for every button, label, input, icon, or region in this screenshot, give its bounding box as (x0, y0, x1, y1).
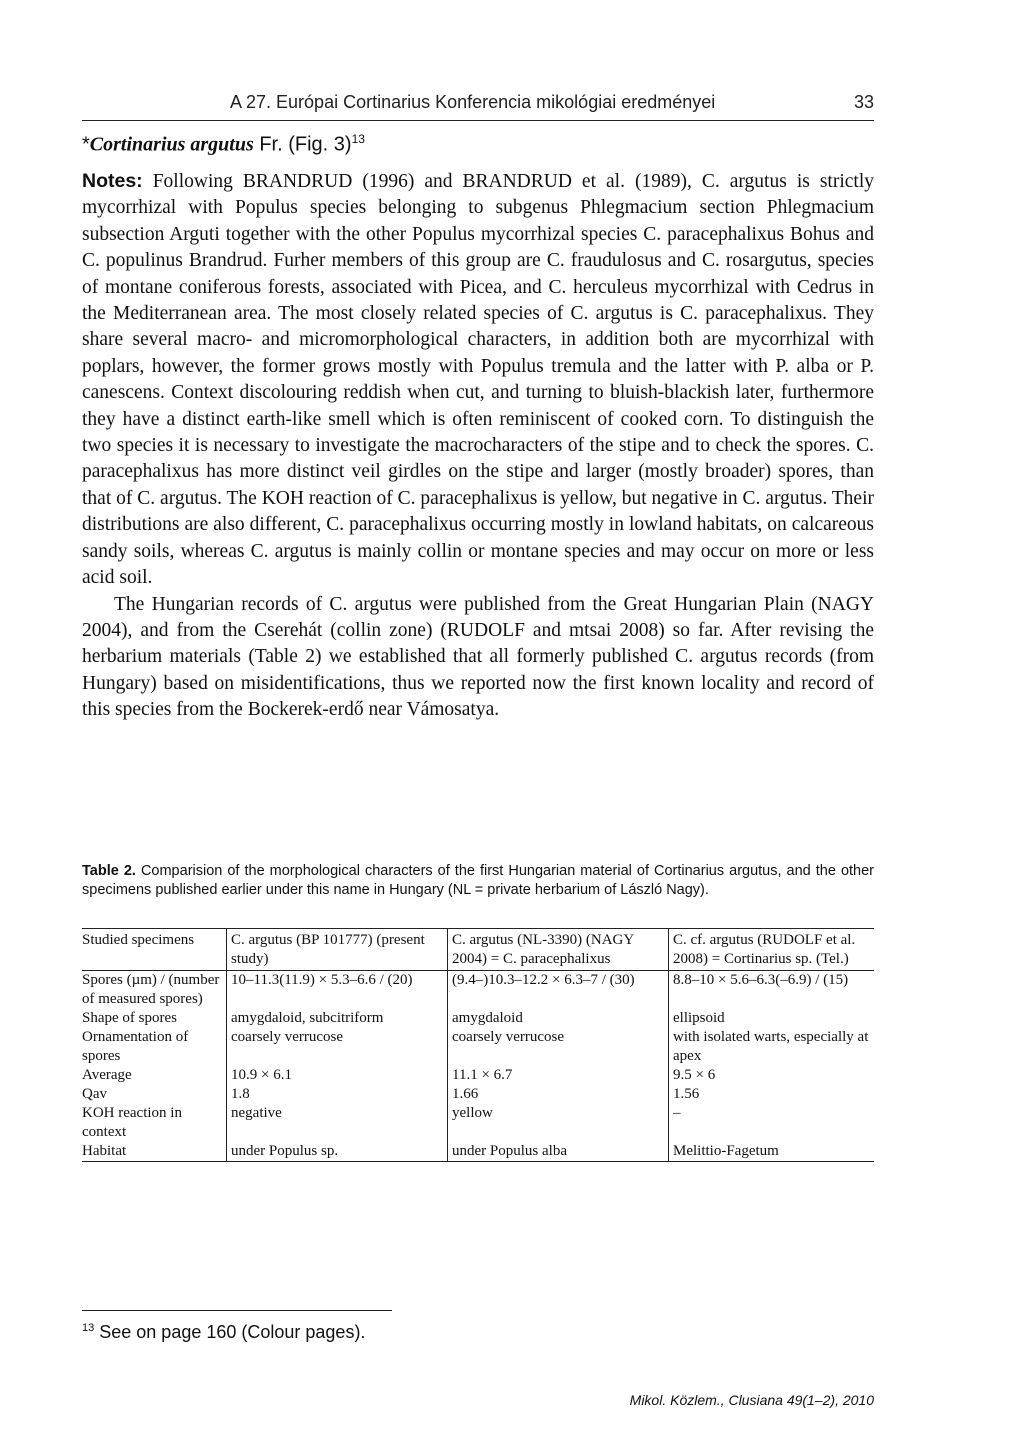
header-cell: Studied specimens (82, 929, 227, 971)
table-cell: Ornamentation of spores (82, 1029, 189, 1064)
species-prefix: * (82, 133, 90, 156)
comparison-table (82, 928, 874, 1162)
table-cell: Habitat (82, 1142, 227, 1162)
table-cell: yellow (448, 1104, 669, 1142)
header-cell: C. cf. argutus (RUDOLF et al. 2008) = Cortinarius sp. (Tel.) (669, 929, 875, 971)
paragraph-2: The Hungarian records of C. argutus were published from the Great Hungarian Plain (NAGY 2004), and from the Cserehát (collin zone) (RUDOLF and mtsai 2008) so far. After revising the herbarium materials (Table 2) we established that all formerly published C. argutus records (from Hungary) based on misidentifications, thus we reported now the first known locality and record of this species from the Bockerek-erdő near Vámosatya. (82, 593, 874, 721)
table-cell: under Populus sp. (227, 1142, 448, 1162)
species-name: Cortinarius argutus (89, 133, 254, 156)
table-cell: amygdaloid (448, 1009, 669, 1028)
footnote (82, 1322, 365, 1343)
table-cell: negative (227, 1104, 448, 1142)
table-cell: Spores (µm) / (number of measured spores) (82, 972, 220, 1007)
table-row (82, 1104, 874, 1142)
table-cell: coarsely verrucose (227, 1028, 448, 1066)
species-author: Fr. (Fig. 3) (253, 133, 352, 156)
body-text (82, 168, 874, 724)
table-cell: 10.9 × 6.1 (227, 1066, 448, 1085)
footnote-rule (82, 1310, 392, 1311)
table-cell: 11.1 × 6.7 (448, 1066, 669, 1085)
footnote-text: See on page 160 (Colour pages). (94, 1322, 366, 1342)
table-cell: 1.56 (669, 1085, 875, 1104)
species-footnote-ref: 13 (351, 132, 365, 146)
table-cell: 9.5 × 6 (669, 1066, 875, 1085)
table-cell: 1.66 (448, 1085, 669, 1104)
table-cell: with isolated warts, especially at apex (669, 1028, 875, 1066)
caption-label: Table 2. (82, 863, 136, 879)
table-cell: 10–11.3(11.9) × 5.3–6.6 / (20) (227, 971, 448, 1010)
running-title: A 27. Európai Cortinarius Konferencia mikológiai eredményei (230, 92, 716, 112)
table-cell: Qav (82, 1086, 107, 1102)
table-row (82, 1142, 874, 1162)
table-cell: Melittio-Fagetum (669, 1142, 875, 1162)
table-row (82, 1066, 874, 1085)
caption-text: Comparision of the morphological characters of the first Hungarian material of Cortinarius argutus, and the other specimens published earlier under this name in Hungary (NL = private herbarium of László Nagy). (82, 863, 875, 898)
table-caption (82, 862, 874, 900)
table-cell: coarsely verrucose (448, 1028, 669, 1066)
header-cell: C. argutus (NL-3390) (NAGY 2004) = C. paracephalixus (448, 929, 669, 971)
paragraph-1: Following BRANDRUD (1996) and BRANDRUD et al. (1989), C. argutus is strictly mycorrhizal with Populus species belonging to subgenus Phlegmacium section Phlegmacium subsection Arguti together with the other Populus mycorrhizal species C. paracephalixus Bohus and C. populinus Brandrud. Furher members of this group are C. fraudulosus and C. rosargutus, species of montane coniferous forests, associated with Picea, and C. herculeus mycorrhizal with Cedrus in the Mediterranean area. The most closely related species of C. argutus is C. paracephalixus. They share several macro- and micromorphological characters, in addition both are mycorrhizal with poplars, however, the former grows mostly with Populus tremula and the latter with P. alba or P. canescens. Context discolouring reddish when cut, and turning to bluish-blackish later, furthermore they have a distinct earth-like smell which is often reminiscent of cooked corn. To distinguish the two species it is necessary to investigate the macrocharacters of the stipe and to check the spores. C. paracephalixus has more distinct veil girdles on the stipe and larger (mostly broader) spores, than that of C. argutus. The KOH reaction of C. paracephalixus is yellow, but negative in C. argutus. Their distributions are also different, C. paracephalixus occurring mostly in lowland habitats, on calcareous sandy soils, whereas C. argutus is mainly collin or montane species and may occur on more or less acid soil. (82, 171, 874, 589)
table-cell: 1.8 (227, 1085, 448, 1104)
table-cell: amygdaloid, subcitriform (227, 1009, 448, 1028)
footnote-number: 13 (82, 1322, 95, 1334)
table-cell: – (669, 1104, 875, 1142)
table-cell: KOH reaction in context (82, 1105, 182, 1140)
page-header (82, 90, 874, 121)
header-cell: C. argutus (BP 101777) (present study) (227, 929, 448, 971)
table-cell: under Populus alba (448, 1142, 669, 1162)
table-cell: (9.4–)10.3–12.2 × 6.3–7 / (30) (448, 971, 669, 1010)
table-cell: 8.8–10 × 5.6–6.3(–6.9) / (15) (669, 971, 875, 1010)
table-header-row (82, 929, 874, 971)
table-cell: Average (82, 1067, 132, 1083)
paragraph-notes (82, 168, 874, 592)
table-row (82, 1085, 874, 1104)
table-row (82, 1009, 874, 1028)
journal-reference: Mikol. Közlem., Clusiana 49(1–2), 2010 (629, 1392, 874, 1408)
page-number: 33 (853, 92, 874, 112)
table-cell: Shape of spores (82, 1010, 177, 1026)
notes-label: Notes: (82, 170, 143, 192)
table-row (82, 971, 874, 1010)
table-cell: ellipsoid (669, 1009, 875, 1028)
table-row (82, 1028, 874, 1066)
species-heading (82, 132, 365, 157)
